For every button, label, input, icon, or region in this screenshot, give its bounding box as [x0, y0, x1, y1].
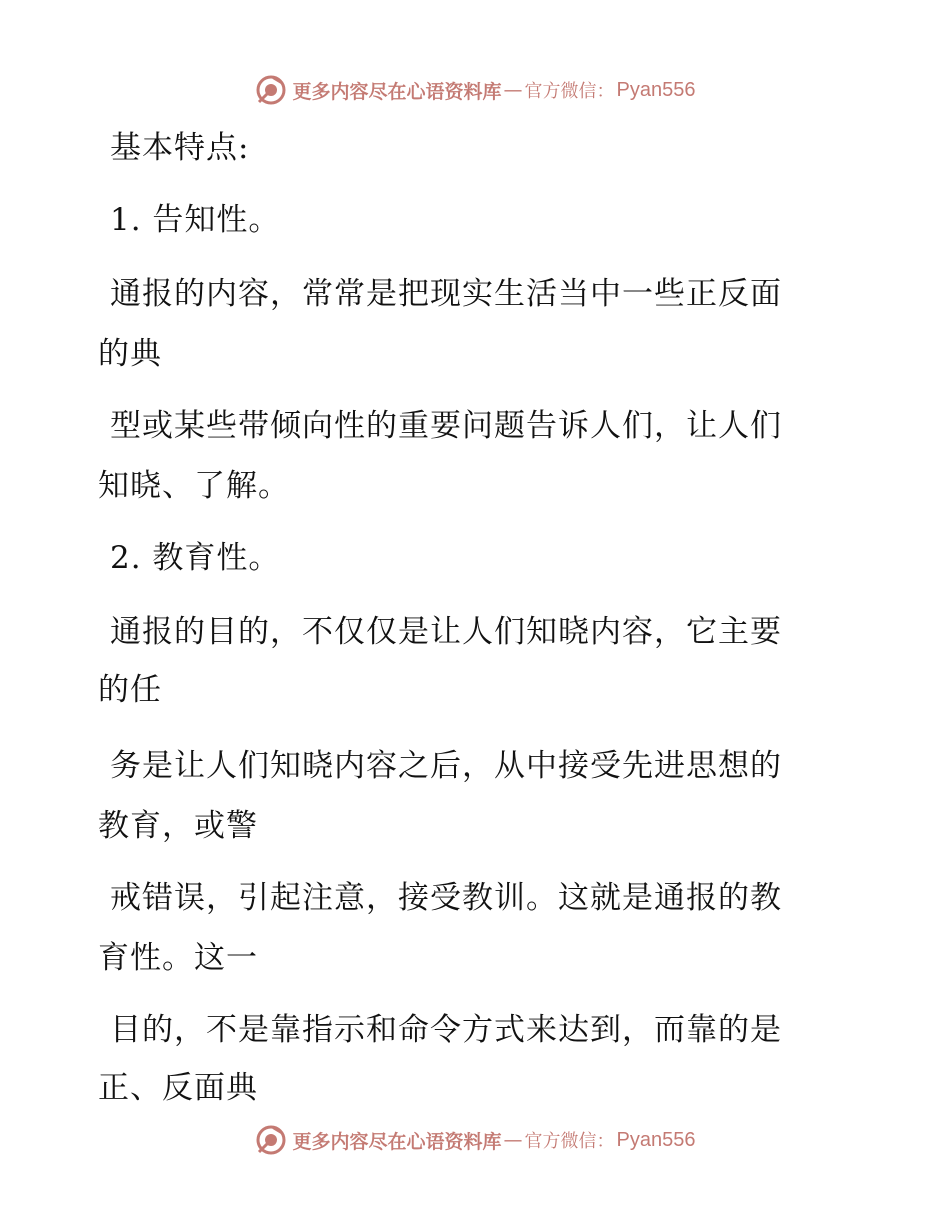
paragraph-line: 务是让人们知晓内容之后，从中接受先进思想的 [110, 748, 782, 784]
footer-site-name: 更多内容尽在心语资料库 [292, 1130, 502, 1153]
paragraph-line: 知晓、了解。 [98, 468, 290, 504]
paragraph-line: 的任 [98, 672, 162, 708]
header-site-name: 更多内容尽在心语资料库 [292, 80, 502, 103]
point-heading-1: 1. 告知性。 [110, 202, 281, 238]
footer-wechat-id: Pyan556 [616, 1128, 696, 1151]
pen-logo-icon [255, 1124, 287, 1156]
paragraph-line: 育性。这一 [98, 940, 258, 976]
header-banner [0, 70, 950, 110]
paragraph-line: 通报的目的，不仅仅是让人们知晓内容，它主要 [110, 614, 782, 650]
paragraph-line: 型或某些带倾向性的重要问题告诉人们，让人们 [110, 408, 782, 444]
paragraph-line: 的典 [98, 336, 162, 372]
paragraph-line: 通报的内容，常常是把现实生活当中一些正反面 [110, 276, 782, 312]
section-heading: 基本特点: [110, 130, 250, 166]
header-wechat-id: Pyan556 [616, 78, 696, 101]
footer-dash: — [503, 1129, 523, 1151]
pen-logo-icon [255, 74, 287, 106]
point-heading-2: 2. 教育性。 [110, 540, 281, 576]
header-wechat-label: 官方微信： [524, 81, 615, 102]
header-dash: — [503, 79, 523, 101]
paragraph-line: 教育，或警 [98, 808, 258, 844]
footer-banner [0, 1120, 950, 1160]
footer-wechat-label: 官方微信： [524, 1131, 615, 1152]
paragraph-line: 目的，不是靠指示和命令方式来达到，而靠的是 [110, 1012, 782, 1048]
paragraph-line: 戒错误，引起注意，接受教训。这就是通报的教 [110, 880, 782, 916]
paragraph-line: 正、反面典 [98, 1070, 258, 1106]
